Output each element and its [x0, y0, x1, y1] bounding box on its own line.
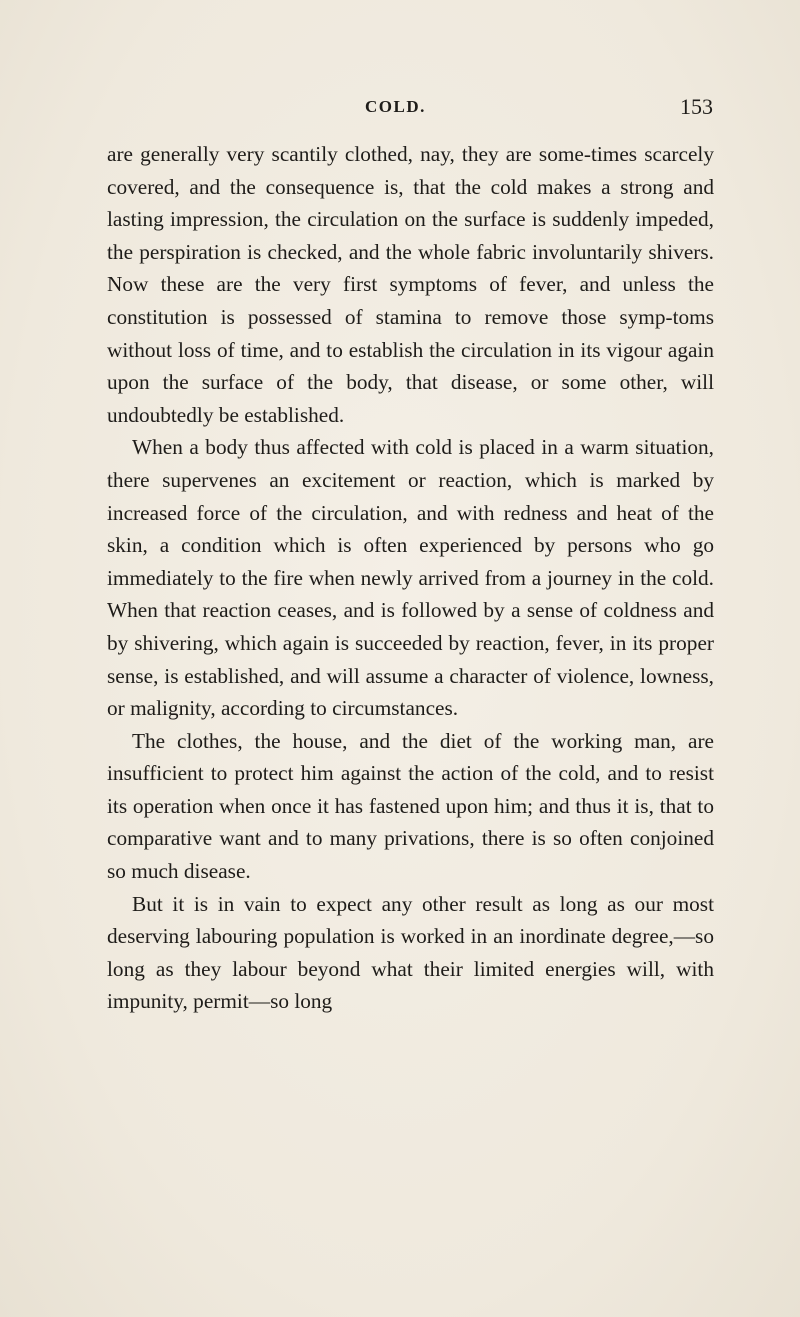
paragraph: The clothes, the house, and the diet of the working man, are insufficient to protect him against the action of the cold, and to resist its operation when once it has fastened upon him; and thus it is, that to comparative want and to many privations, there is so often conjoined so much disease.	[107, 728, 714, 884]
paragraph: But it is in vain to expect any other result as long as our most deserving labouring population is worked in an inordinate degree,—so long as they labour beyond what their limited energies will, with impunity, permit—so long	[107, 891, 714, 1014]
page-number: 153	[680, 94, 713, 119]
running-head	[110, 94, 713, 129]
running-title: COLD.	[365, 97, 426, 116]
paragraph: When a body thus affected with cold is placed in a warm situation, there supervenes an excitement or reaction, which is marked by increased force of the circulation, and with redness and heat of the skin, a condition which is often experienced by persons who go immediately to the fire when newly arrived from a journey in the cold. When that reaction ceases, and is followed by a sense of coldness and by shivering, which again is succeeded by reaction, fever, in its proper sense, is established, and will assume a character of violence, lowness, or malignity, according to circumstances.	[107, 435, 714, 721]
paragraph: are generally very scantily clothed, nay, they are some-times scarcely covered, and the consequence is, that the cold makes a strong and lasting impression, the circulation on the surface is suddenly impeded, the perspiration is checked, and the whole fabric involuntarily shivers. Now these are the very first symptoms of fever, and unless the constitution is possessed of stamina to remove those symp-toms without loss of time, and to establish the circulation in its vigour again upon the surface of the body, that disease, or some other, will undoubtedly be established.	[107, 142, 714, 427]
body-text	[107, 138, 714, 1018]
